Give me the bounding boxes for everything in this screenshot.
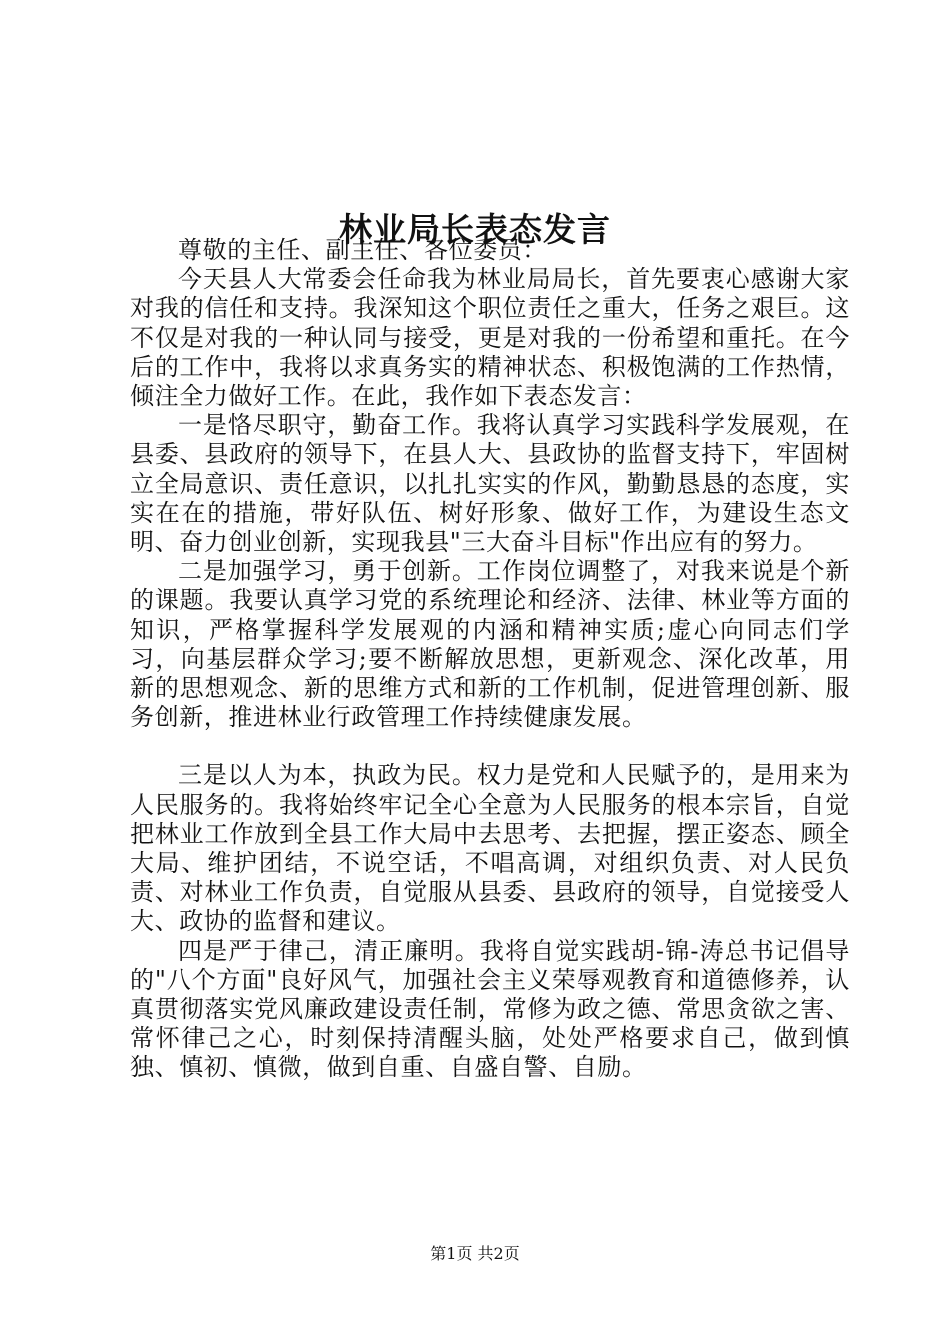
paragraph-point-four: 四是严于律己，清正廉明。我将自觉实践胡-锦-涛总书记倡导的"八个方面"良好风气，加强社会主义荣辱观教育和道德修养，认真贯彻落实党风廉政建设责任制，常修为政之德、常思贪欲之害、常怀律己之心，时刻保持清醒头脑，处处严格要求自己，做到慎独、慎初、慎微，做到自重、自盛自警、自励。 [130, 936, 850, 1082]
paragraph-intro: 今天县人大常委会任命我为林业局局长，首先要衷心感谢大家对我的信任和支持。我深知这个职位责任之重大，任务之艰巨。这不仅是对我的一种认同与接受，更是对我的一份希望和重托。在今后的工作中，我将以求真务实的精神状态、积极饱满的工作热情，倾注全力做好工作。在此，我作如下表态发言： [130, 265, 850, 411]
paragraph-point-three: 三是以人为本，执政为民。权力是党和人民赋予的，是用来为人民服务的。我将始终牢记全心全意为人民服务的根本宗旨，自觉把林业工作放到全县工作大局中去思考、去把握，摆正姿态、顾全大局、维护团结，不说空话，不唱高调，对组织负责、对人民负责、对林业工作负责，自觉服从县委、县政府的领导，自觉接受人大、政协的监督和建议。 [130, 761, 850, 936]
page-number-footer: 第1页 共2页 [430, 1244, 520, 1263]
paragraph-point-two: 二是加强学习，勇于创新。工作岗位调整了，对我来说是个新的课题。我要认真学习党的系统理论和经济、法律、林业等方面的知识，严格掌握科学发展观的内涵和精神实质;虚心向同志们学习，向基层群众学习;要不断解放思想，更新观念、深化改革，用新的思想观念、新的思维方式和新的工作机制，促进管理创新、服务创新，推进林业行政管理工作持续健康发展。 [130, 557, 850, 732]
paragraph-point-one: 一是恪尽职守，勤奋工作。我将认真学习实践科学发展观，在县委、县政府的领导下，在县人大、县政协的监督支持下，牢固树立全局意识、责任意识，以扎扎实实的作风，勤勤恳恳的态度，实实在在的措施，带好队伍、树好形象、做好工作，为建设生态文明、奋力创业创新，实现我县"三大奋斗目标"作出应有的努力。 [130, 411, 850, 557]
document-title: 林业局长表态发言 [339, 210, 611, 250]
salutation: 尊敬的主任、副主任、各位委员： [178, 236, 547, 264]
document-body [130, 236, 850, 1083]
